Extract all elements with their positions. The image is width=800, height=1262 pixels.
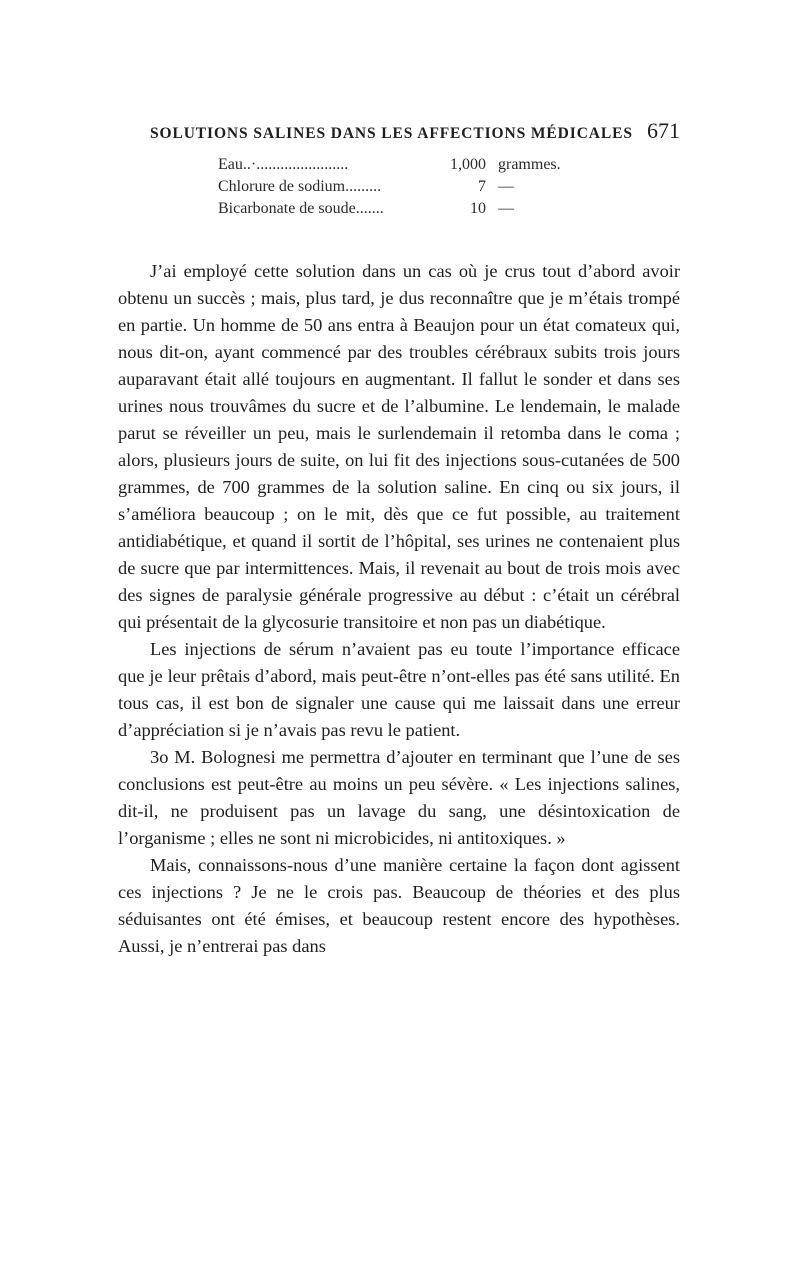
quantity-unit: grammes. — [498, 156, 561, 173]
quantity-unit: — — [498, 178, 514, 195]
paragraph-serum-injections: Les injections de sérum n’avaient pas eu toute l’importance efficace que je leur prêtais d’abord, mais peut-être n’ont-elles pas été sans utilité. En tous cas, il est bon de signaler une cause qui me laissait dans une erreur d’appréciation si je n’avais pas revu le patient. — [118, 639, 680, 740]
body-text — [118, 258, 680, 960]
formula-row — [218, 154, 588, 176]
quantity-unit: — — [498, 200, 514, 217]
quantity-value: 7 — [478, 178, 486, 195]
paragraph-mechanism: Mais, connaissons-nous d’une manière certaine la façon dont agissent ces injections ? Je ne le crois pas. Beaucoup de théories et des plus séduisantes ont été émises, et beaucoup restent encore des hypothèses. Aussi, je n’entrerai pas dans — [118, 855, 680, 956]
ingredient-quantity — [438, 154, 588, 176]
book-page — [118, 118, 680, 960]
ingredient-name: Chlorure de sodium......... — [218, 178, 382, 195]
ingredient-quantity — [438, 176, 588, 198]
formula-row — [218, 176, 588, 198]
quantity-value: 10 — [470, 200, 486, 217]
ingredient-name: Eau..·....................... — [218, 156, 349, 173]
quantity-value: 1,000 — [450, 156, 486, 173]
paragraph-case-report: J’ai employé cette solution dans un cas où je crus tout d’abord avoir obtenu un succès ; mais, plus tard, je dus reconnaître que je m’étais trompé en partie. Un homme de 50 ans entra à Beaujon pour un état comateux qui, nous dit-on, ayant commencé par des troubles cérébraux subits trois jours auparavant était allé toujours en augmentant. Il fallut le sonder et dans ses urines nous trouvâmes du sucre et de l’albumine. Le lendemain, le malade parut se réveiller un peu, mais le surlendemain il retomba dans le coma ; alors, plusieurs jours de suite, on lui fit des injections sous-cutanées de 500 grammes, de 700 grammes de la solution saline. En cinq ou six jours, il s’améliora beaucoup ; on le mit, dès que ce fut possible, au traitement antidiabétique, et quand il sortit de l’hôpital, ses urines ne contenaient plus de sucre que par intermittences. Mais, il revenait au bout de trois mois avec des signes de paralysie générale progressive au début : c’était un cérébral qui présentait de la glycosurie transitoire et non pas un diabétique. — [118, 261, 680, 632]
ingredient-quantity — [438, 198, 588, 220]
paragraph-bolognesi-conclusion: 3o M. Bolognesi me permettra d’ajouter en terminant que l’une de ses conclusions est peut-être au moins un peu sévère. « Les injections salines, dit-il, ne produisent pas un lavage du sang, une désintoxication de l’organisme ; elles ne sont ni microbicides, ni antitoxiques. » — [118, 747, 680, 848]
formula-row — [218, 198, 588, 220]
solution-formula — [218, 154, 588, 220]
ingredient-name: Bicarbonate de soude....... — [218, 200, 384, 217]
running-title: SOLUTIONS SALINES DANS LES AFFECTIONS MÉDICALES — [150, 125, 633, 142]
running-header — [150, 118, 680, 148]
page-number: 671 — [647, 118, 680, 143]
